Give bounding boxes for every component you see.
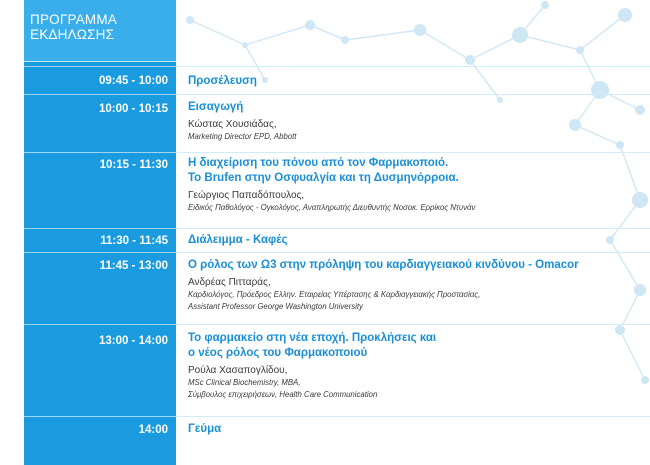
row-divider <box>24 416 650 417</box>
speaker-affiliation: Σύμβουλος επιχειρήσεων, Health Care Communication <box>188 389 378 399</box>
session-title-line-2: Το Brufen στην Οσφυαλγία και τη Δυσμηνόρροια. <box>188 172 459 184</box>
session-title-line-2: ο νέος ρόλος του Φαρμακοποιού <box>188 347 368 359</box>
speaker-name: Ρούλα Χασαπογλίδου, <box>188 365 288 376</box>
row-divider <box>24 252 650 253</box>
header-line-1: ΠΡΟΓΡΑΜΜΑ <box>30 12 117 27</box>
time-slot: 13:00 - 14:00 <box>98 335 168 347</box>
session-title: Διάλειμμα - Καφές <box>188 234 288 246</box>
session-title: Ο ρόλος των Ω3 στην πρόληψη του καρδιαγγειακού κινδύνου - Omacor <box>188 259 579 271</box>
time-slot: 14:00 <box>138 424 168 436</box>
time-column <box>24 0 176 465</box>
time-slot: 09:45 - 10:00 <box>98 75 168 87</box>
speaker-role: Ειδικός Παθολόγος - Ογκολόγος, Αναπληρωτής Διευθυντής Νοσοκ. Ερρίκος Ντυνάν <box>188 203 476 212</box>
time-slot: 11:45 - 13:00 <box>99 260 168 272</box>
time-slot: 10:15 - 11:30 <box>99 159 168 171</box>
session-title: Το φαρμακείο στη νέα εποχή. Προκλήσεις και <box>188 332 437 344</box>
row-divider <box>24 94 650 95</box>
header-line-2: ΕΚΔΗΛΩΣΗΣ <box>30 27 115 42</box>
row-divider <box>24 66 650 67</box>
speaker-role: Marketing Director EPD, Abbott <box>188 132 297 141</box>
row-divider <box>24 152 650 153</box>
row-divider <box>24 324 650 325</box>
row-divider <box>24 228 650 229</box>
session-title: Εισαγωγή <box>188 101 244 113</box>
speaker-affiliation: Assistant Professor George Washington University <box>188 301 363 311</box>
time-slot: 10:00 - 10:15 <box>98 103 168 115</box>
session-title: Η διαχείριση του πόνου από τον Φαρμακοποιό. <box>188 157 449 169</box>
speaker-name: Κώστας Χουσιάδας, <box>188 119 277 130</box>
speaker-role: MSc Clinical Biochemistry, MBA, <box>188 378 301 387</box>
speaker-name: Γεώργιος Παπαδόπουλος, <box>188 190 305 201</box>
session-title: Γεύμα <box>188 423 222 435</box>
time-slot: 11:30 - 11:45 <box>100 235 168 247</box>
program-header <box>24 0 176 62</box>
speaker-role: Καρδιολόγος, Πρόεδρος Ελλην. Εταιρείας Υπέρτασης & Καρδιαγγειακής Προστασίας, <box>188 290 481 299</box>
session-title: Προσέλευση <box>188 75 257 87</box>
speaker-name: Ανδρέας Πιτταράς, <box>188 277 271 288</box>
